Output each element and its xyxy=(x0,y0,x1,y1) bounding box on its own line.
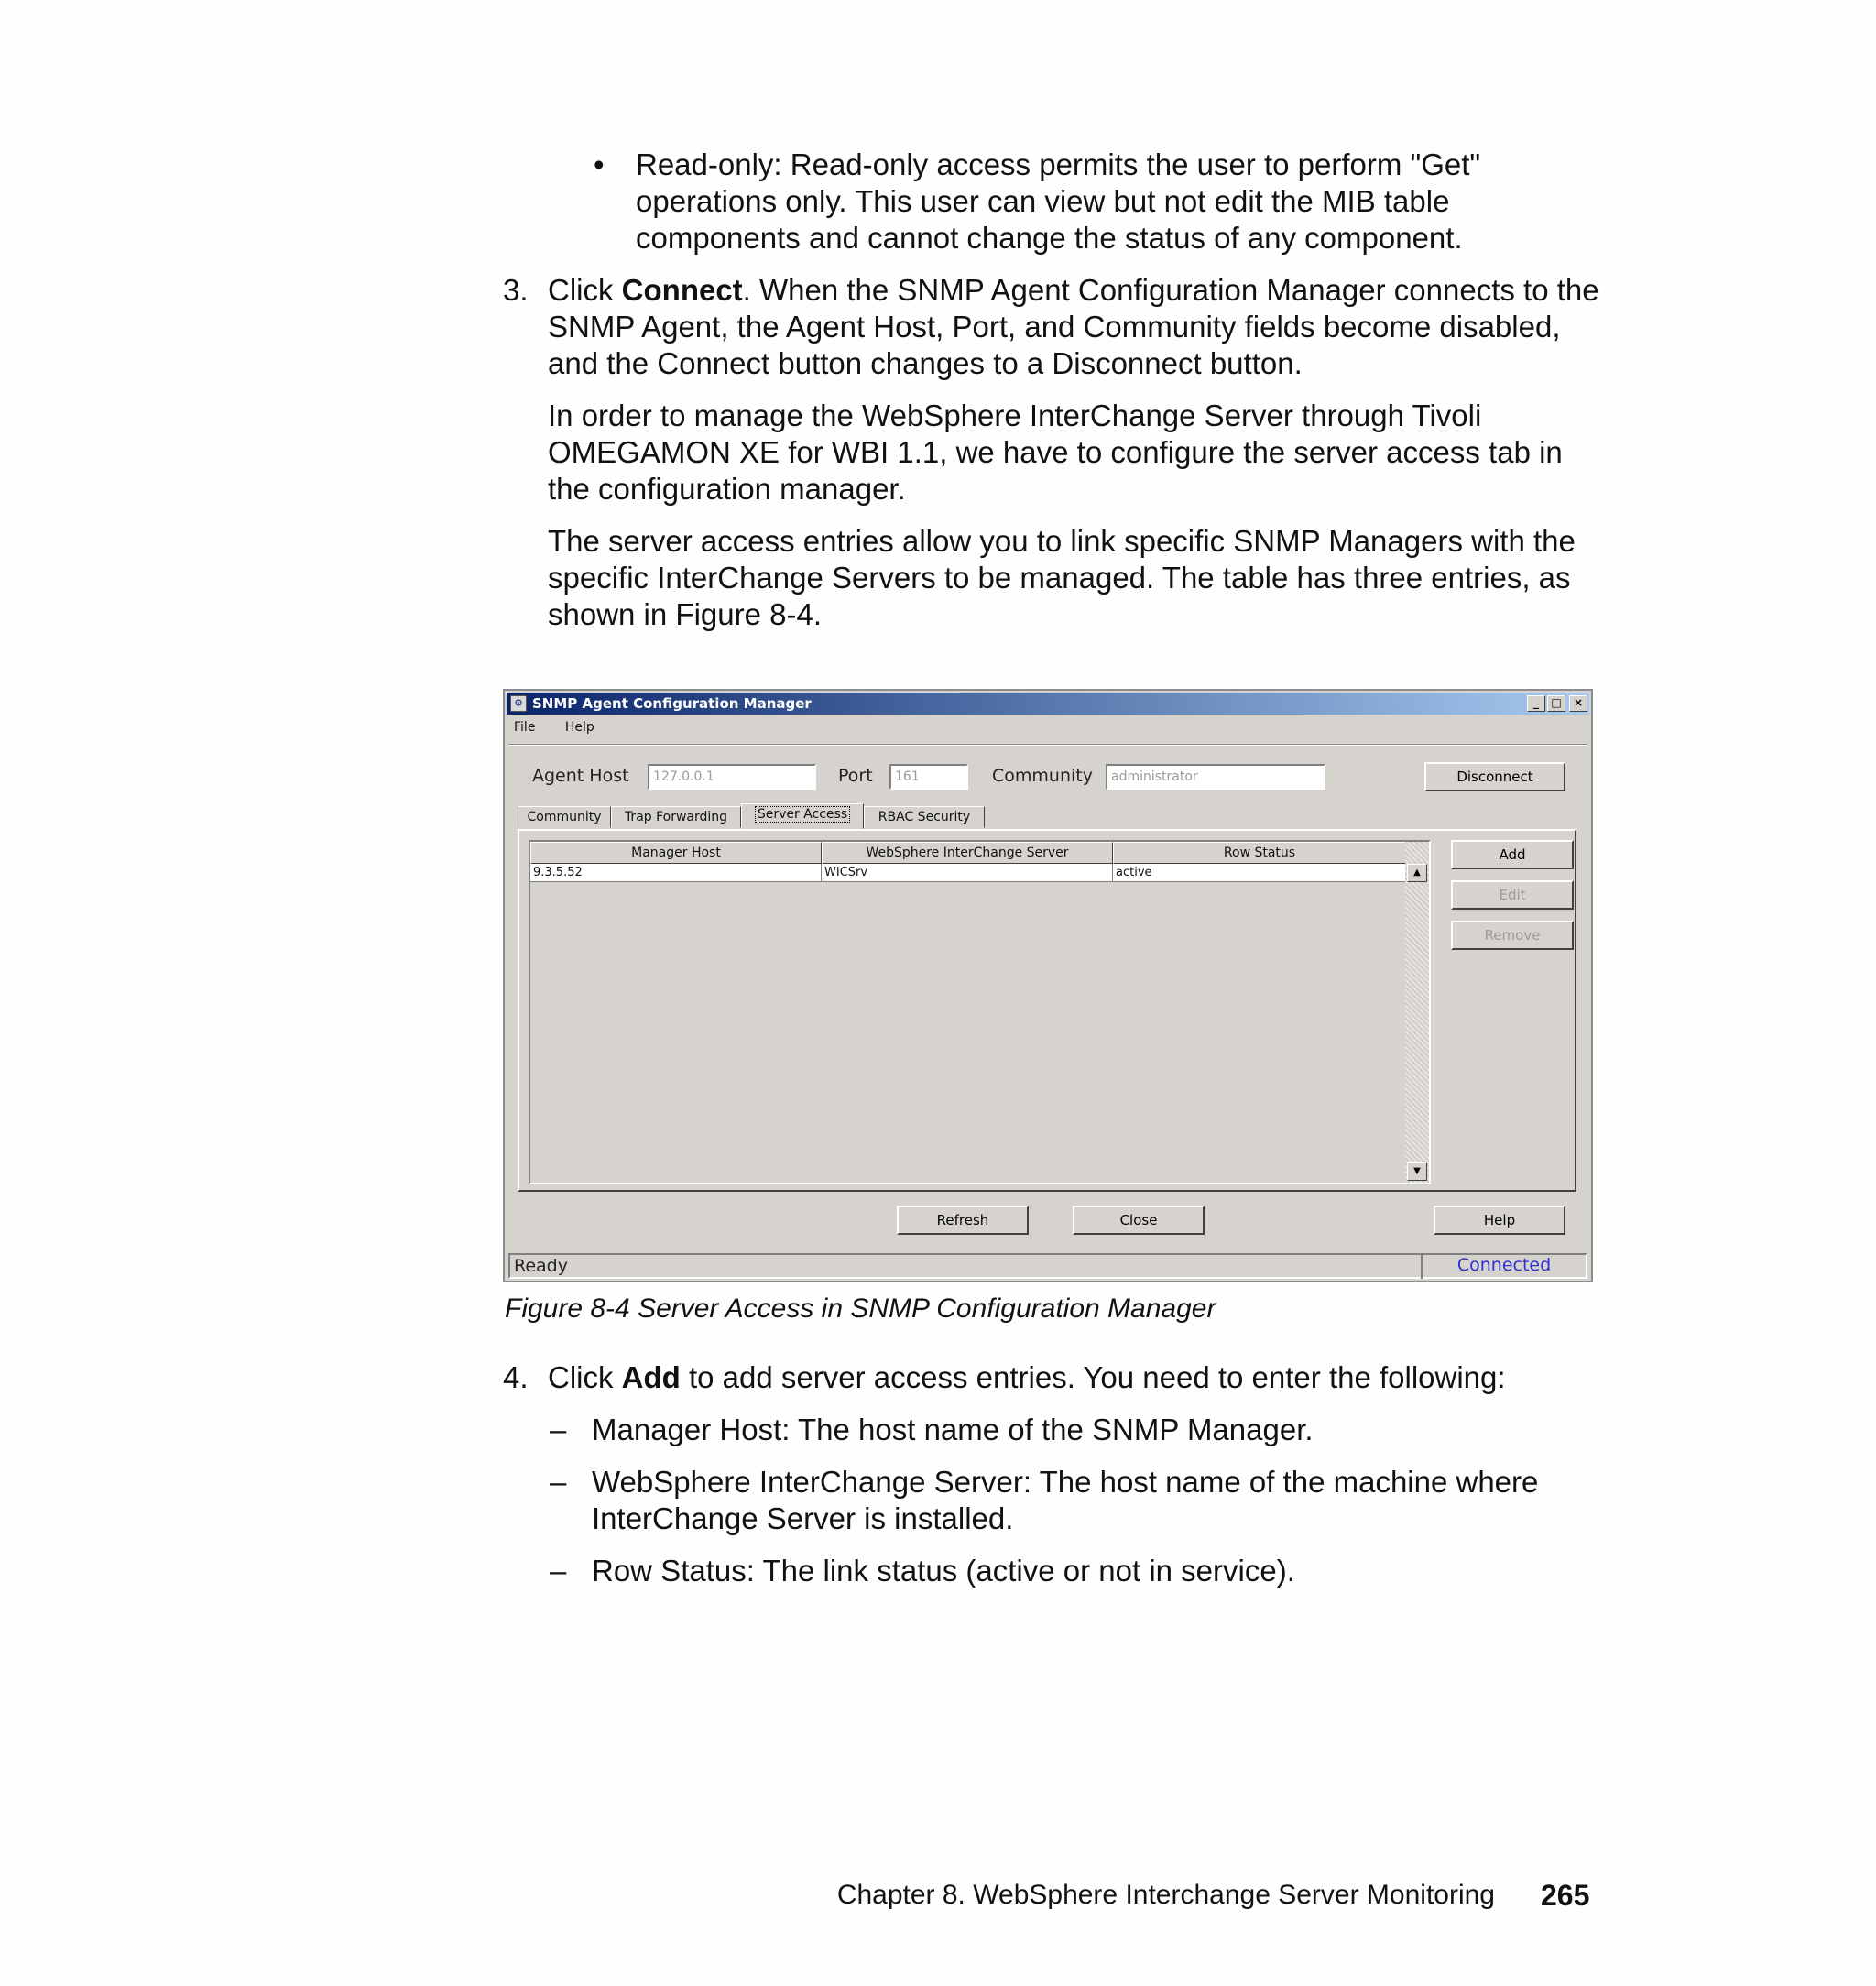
step-4-before: Click xyxy=(548,1360,622,1394)
tab-rbac-security-label: RBAC Security xyxy=(878,810,971,824)
server-access-table xyxy=(529,840,1431,1184)
bullet-marker: • xyxy=(594,147,605,181)
step-3-para2 xyxy=(548,398,1601,507)
agent-host-label: Agent Host xyxy=(532,766,629,786)
agent-host-input[interactable]: 127.0.0.1 xyxy=(648,764,816,790)
scroll-down-icon[interactable]: ▼ xyxy=(1407,1162,1427,1181)
window-title: SNMP Agent Configuration Manager xyxy=(532,695,812,712)
dash-marker-1: – xyxy=(550,1413,567,1446)
col-wics-server[interactable]: WebSphere InterChange Server xyxy=(822,842,1113,864)
cell-wics-server[interactable]: WICSrv xyxy=(822,864,1113,882)
figure-caption: Figure 8-4 Server Access in SNMP Configuration Manager xyxy=(505,1293,1216,1324)
status-connected: Connected xyxy=(1421,1253,1586,1279)
menu-bar xyxy=(514,720,620,735)
step-4-after: to add server access entries. You need to enter the following: xyxy=(680,1360,1506,1394)
step-3-para2-text: In order to manage the WebSphere InterChange Server through Tivoli OMEGAMON XE for WBI 1.1, we have to configure the server access tab in the configuration manager. xyxy=(548,398,1563,506)
list-item: WebSphere InterChange Server: The host name of the machine where InterChange Server is installed. xyxy=(592,1465,1539,1535)
step-4-marker: 4. xyxy=(503,1360,529,1394)
status-ready: Ready xyxy=(514,1256,568,1276)
step-3-paragraph xyxy=(548,272,1601,382)
step-3-marker: 3. xyxy=(503,273,529,307)
tab-server-access[interactable] xyxy=(741,803,864,829)
close-button[interactable]: Close xyxy=(1073,1206,1205,1235)
tab-server-access-label: Server Access xyxy=(757,807,848,822)
snmp-config-window xyxy=(503,689,1593,1282)
tab-trap-forwarding-label: Trap Forwarding xyxy=(624,810,728,824)
tab-rbac-security[interactable] xyxy=(864,806,985,828)
refresh-button[interactable]: Refresh xyxy=(897,1206,1029,1235)
scroll-up-icon[interactable]: ▲ xyxy=(1407,864,1427,882)
col-manager-host[interactable]: Manager Host xyxy=(530,842,822,864)
connect-term: Connect xyxy=(621,273,743,307)
community-input[interactable]: administrator xyxy=(1106,764,1325,790)
page-number: 265 xyxy=(1541,1879,1590,1912)
port-label: Port xyxy=(838,766,873,786)
read-only-text: Read-only: Read-only access permits the user to perform "Get" operations only. This user can view but not edit the MIB table components and cannot change the status of any component. xyxy=(636,147,1481,255)
window-titlebar xyxy=(507,693,1589,715)
add-button[interactable]: Add xyxy=(1451,840,1574,869)
add-term: Add xyxy=(621,1360,681,1394)
port-input[interactable]: 161 xyxy=(889,764,968,790)
dash-marker-2: – xyxy=(550,1465,567,1499)
disconnect-button[interactable]: Disconnect xyxy=(1424,762,1565,791)
tab-trap-forwarding[interactable] xyxy=(611,806,741,828)
step-3-text xyxy=(548,272,1601,382)
dash-marker-3: – xyxy=(550,1554,567,1588)
cell-row-status[interactable]: active xyxy=(1113,864,1406,882)
help-button[interactable]: Help xyxy=(1434,1206,1565,1235)
read-only-paragraph xyxy=(636,147,1570,256)
tab-community-label: Community xyxy=(527,810,602,824)
maximize-icon[interactable]: □ xyxy=(1547,695,1565,712)
page-footer-chapter: Chapter 8. WebSphere Interchange Server Monitoring xyxy=(836,1880,1495,1910)
status-bar xyxy=(508,1253,1587,1279)
remove-button[interactable]: Remove xyxy=(1451,921,1574,950)
col-row-status[interactable]: Row Status xyxy=(1113,842,1406,864)
menu-help[interactable]: Help xyxy=(564,720,594,735)
step-3-after: . When the SNMP Agent Configuration Manager connects to the SNMP Agent, the Agent Host, Port, and Community fields become disabled, and the Connect button changes to a Disconnect button. xyxy=(548,273,1599,380)
menu-separator xyxy=(508,744,1587,746)
step-4-paragraph xyxy=(548,1359,1601,1396)
step-3-para3 xyxy=(548,523,1601,633)
step-4-text xyxy=(548,1359,1601,1396)
app-icon: ⚙ xyxy=(510,695,527,712)
cell-manager-host[interactable]: 9.3.5.52 xyxy=(530,864,822,882)
step-3-before: Click xyxy=(548,273,622,307)
menu-file[interactable]: File xyxy=(514,720,536,735)
community-label: Community xyxy=(992,766,1093,786)
tab-community[interactable] xyxy=(518,806,611,828)
minimize-icon[interactable]: _ xyxy=(1527,695,1545,712)
close-icon[interactable]: × xyxy=(1569,695,1587,712)
table-scrollbar[interactable] xyxy=(1405,842,1429,1183)
list-item: Manager Host: The host name of the SNMP Manager. xyxy=(592,1413,1314,1446)
server-access-panel xyxy=(518,829,1576,1192)
list-item: Row Status: The link status (active or not in service). xyxy=(592,1554,1295,1588)
edit-button[interactable]: Edit xyxy=(1451,880,1574,910)
step-3-para3-text: The server access entries allow you to link specific SNMP Managers with the specific InterChange Servers to be managed. The table has three entries, as shown in Figure 8-4. xyxy=(548,524,1576,631)
